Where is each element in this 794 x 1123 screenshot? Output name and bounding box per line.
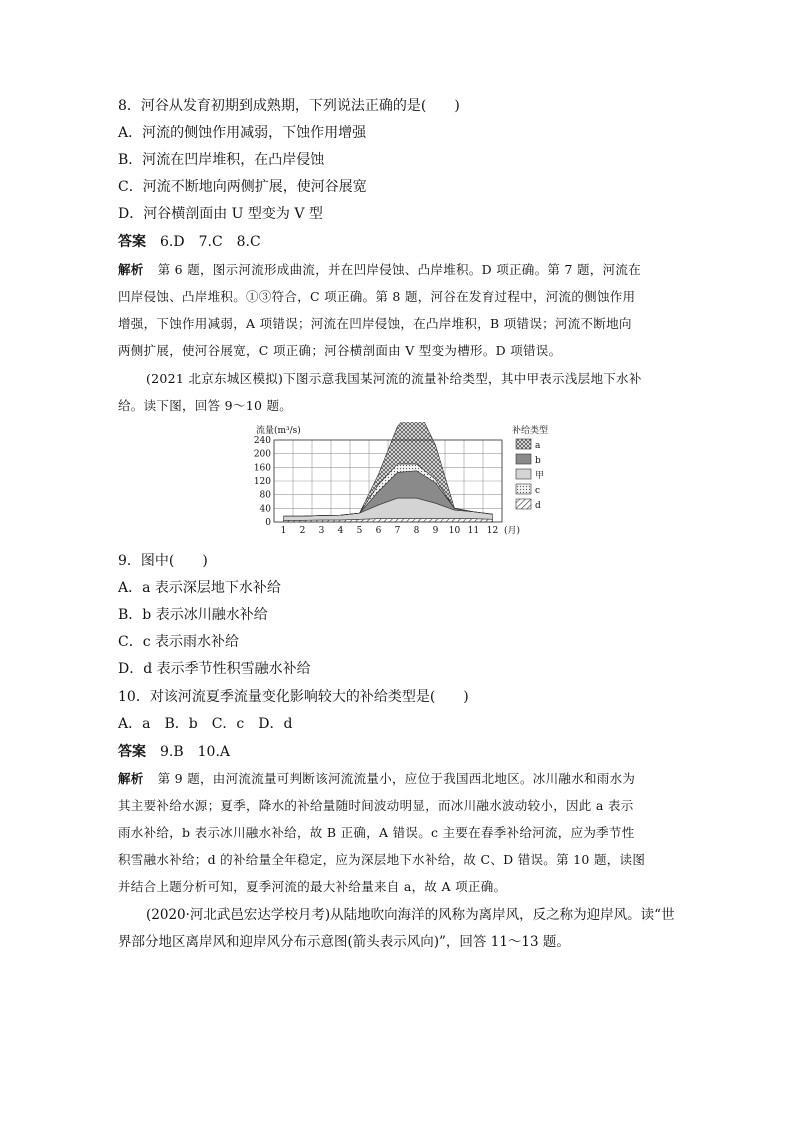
y-tick-label: 240: [253, 436, 271, 446]
intro-3-line-2: 界部分地区离岸风和迎岸风分布示意图(箭头表示风向)”，回答 11～13 题。: [118, 934, 570, 950]
y-tick-label: 120: [253, 477, 271, 487]
analysis-2-line-5: 并结合上题分析可知，夏季河流的最大补给量来自 a，故 A 项正确。: [118, 879, 507, 894]
intro-3-line-1: (2020·河北武邑宏达学校月考)从陆地吹向海洋的风称为离岸风，反之称为迎岸风。读“世: [146, 907, 675, 923]
y-tick-label: 40: [259, 504, 271, 515]
analysis-1-line-3: 增强，下蚀作用减弱，A 项错误；河流在凹岸侵蚀，在凸岸堆积，B 项错误；河流不断地向: [118, 316, 632, 331]
analysis-2-line-1: [118, 769, 678, 789]
intro-2-line-2: 给。读下图，回答 9～10 题。: [118, 398, 293, 413]
question-9-option-a: A．a 表示深层地下水补给: [118, 580, 281, 596]
question-10-options: A．a B．b C．c D．d: [118, 716, 293, 732]
intro-2-line-1: (2021 北京东城区模拟)下图示意我国某河流的流量补给类型，其中甲表示浅层地下水补: [146, 371, 642, 386]
question-8-stem: 8．河谷从发育初期到成熟期，下列说法正确的是( ): [118, 98, 460, 114]
legend-swatch-a: [516, 439, 531, 449]
chart-legend: [512, 424, 548, 511]
legend-swatch-甲: [516, 469, 531, 479]
legend-label-c: c: [535, 486, 541, 496]
y-tick-label: 0: [265, 518, 271, 528]
answer-text: 6.D 7.C 8.C: [160, 234, 261, 250]
y-tick-label: 200: [253, 449, 271, 460]
chart-svg: [240, 422, 560, 540]
analysis-1-text-1: 第 6 题，图示河流形成曲流，并在凹岸侵蚀、凸岸堆积。D 项正确。第 7 题，河流在: [157, 262, 642, 277]
analysis-1-line-2: 凹岸侵蚀、凸岸堆积。①③符合，C 项正确。第 8 题，河谷在发育过程中，河流的侧蚀作用: [118, 289, 636, 304]
x-tick-label: 10: [448, 526, 461, 536]
x-tick-label: 12: [486, 526, 499, 536]
question-8-option-b: B．河流在凹岸堆积，在凸岸侵蚀: [118, 152, 325, 168]
chart-series: [284, 422, 493, 522]
legend-swatch-b: [516, 454, 531, 464]
recharge-type-chart: [240, 422, 560, 540]
x-tick-label: 3: [318, 526, 325, 536]
x-tick-label: 7: [394, 526, 401, 536]
question-8-option-d: D．河谷横剖面由 U 型变为 V 型: [118, 206, 323, 222]
analysis-label: 解析: [118, 262, 144, 277]
x-tick-label: 8: [413, 526, 420, 536]
x-tick-label: 5: [356, 526, 363, 536]
question-9-option-d: D．d 表示季节性积雪融水补给: [118, 661, 311, 677]
x-tick-label: 4: [337, 526, 344, 536]
question-9-stem: 9．图中( ): [118, 553, 208, 569]
y-axis-label: 流量(m³/s): [256, 426, 301, 436]
answer-label: 答案: [118, 234, 146, 250]
legend-label-b: b: [535, 456, 541, 466]
legend-label-d: d: [535, 501, 541, 511]
x-tick-label: 2: [299, 526, 306, 536]
x-tick-label: 6: [375, 526, 382, 536]
y-tick-label: 160: [253, 463, 271, 474]
x-tick-label: 9: [432, 526, 439, 536]
legend-title: 补给类型: [512, 426, 549, 436]
question-8-option-a: A．河流的侧蚀作用减弱，下蚀作用增强: [118, 125, 367, 141]
answer-block-2: [118, 742, 678, 762]
x-unit-label: (月): [504, 526, 521, 536]
legend-label-a: a: [535, 441, 541, 451]
x-tick-label: 11: [467, 526, 480, 536]
y-tick-label: 80: [259, 490, 271, 501]
analysis-2-line-3: 雨水补给，b 表示冰川融水补给，故 B 正确，A 错误。c 主要在春季补给河流，应为季节性: [118, 825, 635, 840]
analysis-1-line-1: [118, 260, 678, 280]
question-10-stem: 10．对该河流夏季流量变化影响较大的补给类型是( ): [118, 689, 469, 705]
analysis-label: 解析: [118, 771, 144, 786]
analysis-1-line-4: 两侧扩展，使河谷展宽，C 项正确；河谷横剖面由 V 型变为槽形。D 项错误。: [118, 343, 562, 358]
answer-text: 9.B 10.A: [160, 744, 231, 760]
legend-label-甲: 甲: [535, 471, 545, 481]
legend-swatch-c: [516, 484, 531, 494]
legend-swatch-d: [516, 499, 531, 509]
answer-label: 答案: [118, 744, 146, 760]
analysis-2-text-1: 第 9 题，由河流流量可判断该河流流量小，应位于我国西北地区。冰川融水和雨水为: [157, 771, 636, 786]
question-8-option-c: C．河流不断地向两侧扩展，使河谷展宽: [118, 179, 367, 195]
answer-block-1: [118, 232, 678, 252]
question-9-option-c: C．c 表示雨水补给: [118, 634, 240, 650]
question-9-option-b: B．b 表示冰川融水补给: [118, 607, 268, 623]
x-tick-label: 1: [280, 526, 287, 536]
analysis-2-line-2: 其主要补给水源；夏季，降水的补给量随时间波动明显，而冰川融水波动较小，因此 a 表示: [118, 798, 634, 813]
analysis-2-line-4: 积雪融水补给；d 的补给量全年稳定，应为深层地下水补给，故 C、D 错误。第 10 题，读图: [118, 852, 646, 867]
